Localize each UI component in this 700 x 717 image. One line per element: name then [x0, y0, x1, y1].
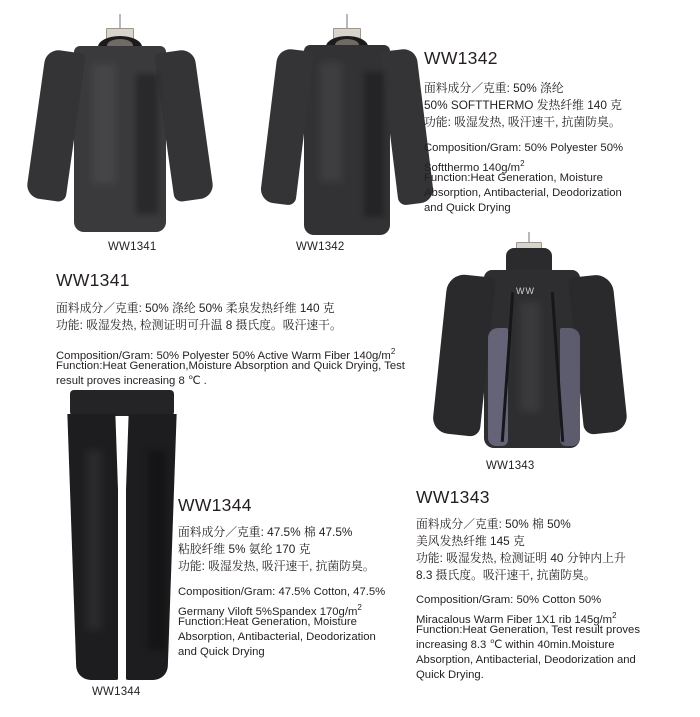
cn-line-ww1341-1: 功能: 吸湿发热, 检测证明可升温 8 摄氏度。吸汗速干。 [56, 318, 342, 332]
en-line-ww1342-4: and Quick Drying [424, 202, 511, 214]
highlight [320, 62, 342, 182]
title-ww1341: WW1341 [56, 270, 130, 290]
en-line-ww1343-2: Function:Heat Generation, Test result proves [416, 624, 640, 636]
highlight [86, 450, 102, 630]
caption-ww1343: WW1343 [486, 460, 535, 472]
product-image-ww1341 [40, 14, 200, 232]
title-ww1344: WW1344 [178, 495, 252, 515]
en-line-ww1342-1-text: Softthermo 140g/m [424, 161, 521, 174]
cn-line-ww1344-2: 功能: 吸湿发热, 吸汗速干, 抗菌防臭。 [178, 559, 375, 573]
pants-crotch-gap [118, 482, 126, 680]
cn-line-ww1344-1: 粘胶纤维 5% 氨纶 170 克 [178, 542, 311, 556]
title-ww1342: WW1342 [424, 48, 498, 68]
superscript-2: 2 [520, 159, 525, 168]
en-line-ww1344-1-text: Germany Viloft 5%Spandex 170g/m [178, 605, 358, 618]
pants-waistband-shape [70, 390, 174, 416]
caption-ww1342: WW1342 [296, 241, 345, 253]
cn-line-ww1342-1: 50% SOFTTHERMO 发热纤维 140 克 [424, 98, 622, 112]
caption-ww1341: WW1341 [108, 241, 157, 253]
shadow [148, 450, 166, 650]
product-image-ww1342 [272, 14, 422, 232]
product-image-ww1344 [52, 390, 192, 680]
logo-ww1343: WW [516, 286, 535, 296]
superscript-2: 2 [612, 611, 617, 620]
cn-line-ww1343-0: 面料成分／克重: 50% 棉 50% [416, 517, 571, 531]
cn-line-ww1343-2: 功能: 吸湿发热, 检测证明 40 分钟内上升 [416, 551, 626, 565]
shadow [136, 74, 158, 214]
en-line-ww1344-2: Function:Heat Generation, Moisture [178, 616, 357, 628]
en-line-ww1343-1-text: Miracalous Warm Fiber 1X1 rib 145g/m [416, 613, 613, 626]
en-line-ww1343-5: Quick Drying. [416, 669, 484, 681]
cn-line-ww1344-0: 面料成分／克重: 47.5% 棉 47.5% [178, 525, 353, 539]
en-line-ww1344-0: Composition/Gram: 47.5% Cotton, 47.5% [178, 586, 386, 598]
product-image-ww1343 [432, 232, 618, 450]
en-line-ww1342-0: Composition/Gram: 50% Polyester 50% [424, 142, 624, 154]
en-line-ww1341-2: result proves increasing 8 ℃ . [56, 375, 207, 387]
en-line-ww1344-3: Absorption, Antibacterial, Deodorization [178, 631, 376, 643]
en-line-ww1343-0: Composition/Gram: 50% Cotton 50% [416, 594, 602, 606]
highlight [92, 64, 116, 184]
cn-line-ww1343-3: 8.3 摄氏度。吸汗速干, 抗菌防臭。 [416, 568, 596, 582]
shadow [364, 72, 384, 217]
cn-line-ww1341-0: 面料成分／克重: 50% 涤纶 50% 柔泉发热纤维 140 克 [56, 301, 335, 315]
caption-ww1344: WW1344 [92, 686, 141, 698]
en-line-ww1341-1: Function:Heat Generation,Moisture Absorption and Quick Drying, Test [56, 360, 405, 372]
en-line-ww1343-4: Absorption, Antibacterial, Deodorization and [416, 654, 636, 666]
highlight [520, 302, 540, 412]
cn-line-ww1342-0: 面料成分／克重: 50% 涤纶 [424, 81, 564, 95]
en-line-ww1342-2: Function:Heat Generation, Moisture [424, 172, 603, 184]
en-line-ww1343-3: increasing 8.3 ℃ within 40min.Moisture [416, 639, 615, 651]
superscript-2: 2 [357, 603, 362, 612]
cn-line-ww1343-1: 美风发热纤维 145 克 [416, 534, 525, 548]
title-ww1343: WW1343 [416, 487, 490, 507]
en-line-ww1342-3: Absorption, Antibacterial, Deodorization [424, 187, 622, 199]
superscript-2: 2 [390, 347, 396, 356]
en-line-ww1344-4: and Quick Drying [178, 646, 265, 658]
cn-line-ww1342-2: 功能: 吸湿发热, 吸汗速干, 抗菌防臭。 [424, 115, 621, 129]
en-line-ww1341-0-text: Composition/Gram: 50% Polyester 50% Active Warm Fiber 140g/m [56, 349, 391, 362]
